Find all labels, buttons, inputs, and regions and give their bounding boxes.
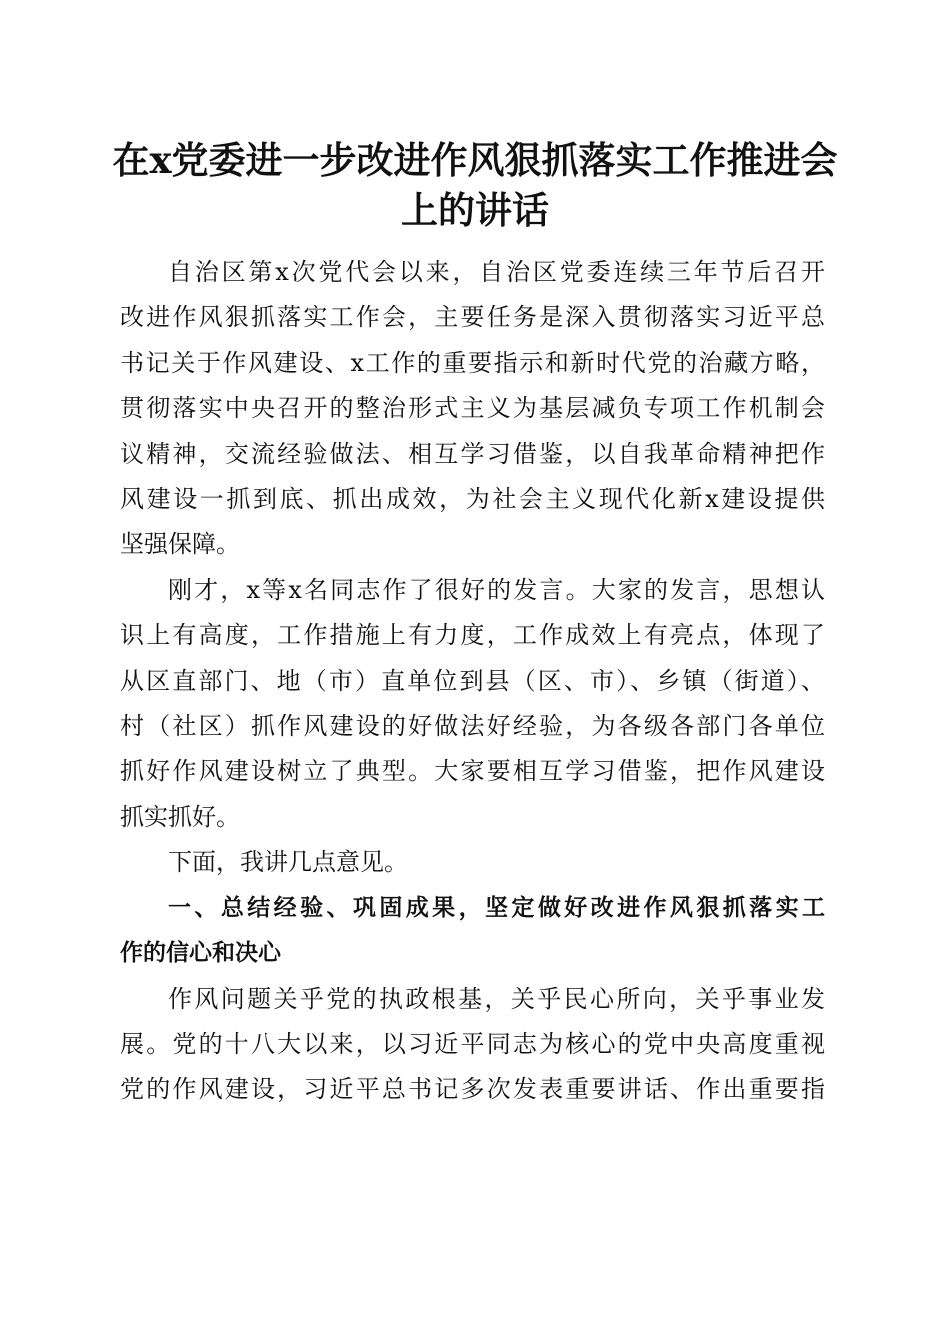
paragraph-line: 抓实抓好。 (120, 802, 240, 831)
heading-line: 一、总结经验、巩固成果，坚定做好改进作风狠抓落实工 (168, 894, 825, 921)
title-line-2: 上的讲话 (401, 188, 549, 232)
paragraph-line: 下面，我讲几点意见。 (168, 848, 408, 877)
paragraph-line: 贯彻落实中央召开的整治形式主义为基层减负专项工作机制会 (120, 394, 825, 423)
paragraph-line: 自治区第x次党代会以来，自治区党委连续三年节后召开 (168, 258, 825, 286)
paragraph-line: 展。党的十八大以来，以习近平同志为核心的党中央高度重视 (120, 1029, 825, 1058)
paragraph-line: 刚才，x等x名同志作了很好的发言。大家的发言，思想认 (168, 575, 825, 604)
heading-line: 作的信心和决心 (120, 940, 281, 967)
paragraph-line: 党的作风建设，习近平总书记多次发表重要讲话、作出重要指 (120, 1075, 825, 1104)
paragraph-line: 作风问题关乎党的执政根基，关乎民心所向，关乎事业发 (168, 984, 825, 1013)
paragraph-speeches (120, 568, 825, 840)
paragraph-line: 风建设一抓到底、抓出成效，为社会主义现代化新x建设提供 (120, 485, 825, 514)
paragraph-line: 从区直部门、地（市）直单位到县（区、市）、乡镇（街道）、 (120, 666, 825, 695)
paragraph-line: 抓好作风建设树立了典型。大家要相互学习借鉴，把作风建设 (120, 757, 825, 786)
paragraph-line: 村（社区）抓作风建设的好做法好经验，为各级各部门各单位 (120, 712, 825, 741)
paragraph-section-1-body (120, 977, 825, 1113)
paragraph-line: 坚强保障。 (120, 530, 240, 559)
paragraph-line: 书记关于作风建设、x工作的重要指示和新时代党的治藏方略， (120, 348, 825, 377)
paragraph-line: 识上有高度，工作措施上有力度，工作成效上有亮点，体现了 (120, 621, 825, 650)
paragraph-line: 议精神，交流经验做法、相互学习借鉴，以自我革命精神把作 (120, 439, 825, 468)
document-title (100, 135, 850, 235)
section-heading-1 (120, 886, 825, 977)
paragraph-transition (120, 840, 825, 885)
title-line-1: 在x党委进一步改进作风狠抓落实工作推进会 (112, 138, 838, 182)
document-body (120, 250, 825, 1113)
paragraph-intro (120, 250, 825, 568)
paragraph-line: 改进作风狠抓落实工作会，主要任务是深入贯彻落实习近平总 (120, 303, 825, 332)
